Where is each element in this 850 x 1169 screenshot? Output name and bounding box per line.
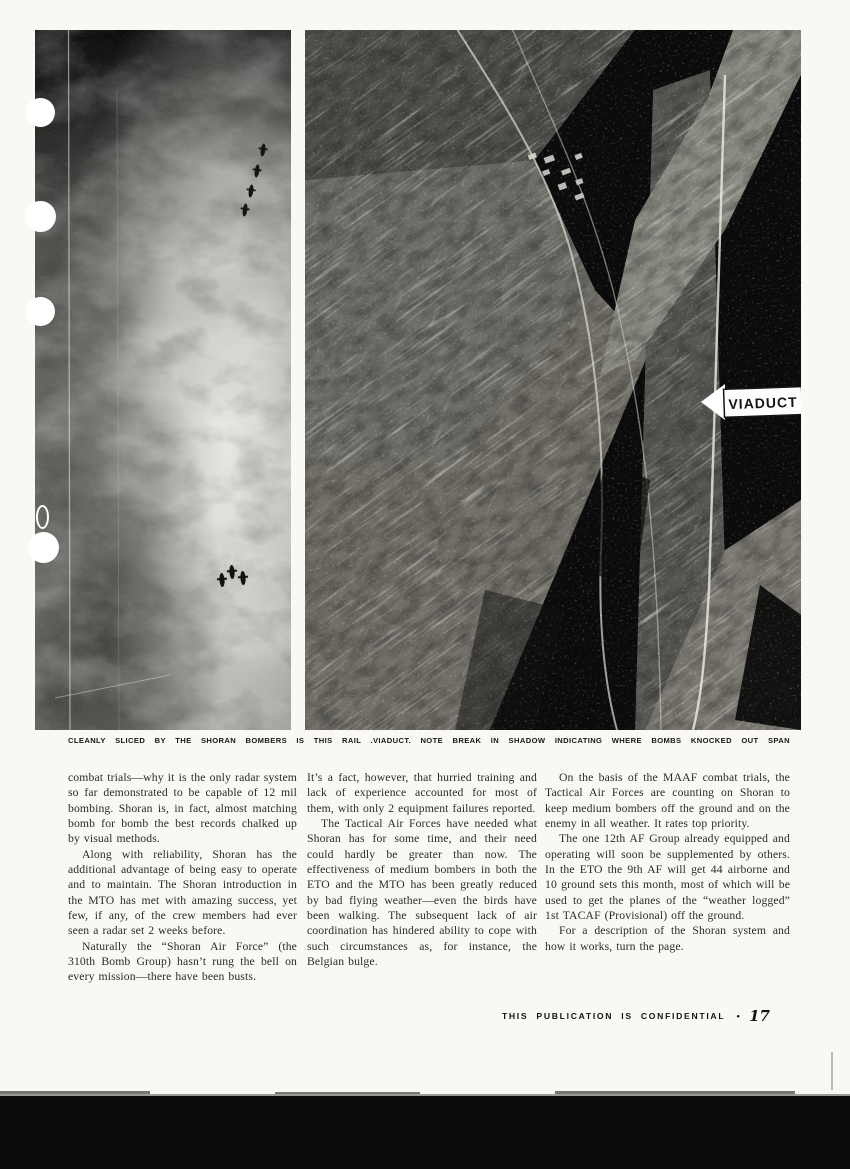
punch-hole [25, 201, 56, 232]
confidential-notice: THIS PUBLICATION IS CONFIDENTIAL [501, 1011, 726, 1021]
punch-hole [28, 532, 59, 563]
paragraph: It’s a fact, however, that hurried training and lack of experience accounted for most of them, with only 2 equipment failures reported. [307, 771, 537, 815]
photo-rail-viaduct-terrain [305, 30, 801, 730]
scan-edge-band [0, 1094, 850, 1169]
photo-bombers-over-clouds [35, 30, 291, 730]
scan-artifact [831, 1052, 833, 1090]
paragraph: On the basis of the MAAF combat trials, the Tactical Air Forces are counting on Shoran to keep medium bombers off the ground and on the enemy in all weather. It rates top priority. [545, 771, 790, 831]
paragraph: The Tactical Air Forces have needed what Shoran has for some time, and their need could hardly be greater than now. The effectiveness of medium bombers in both the ETO and the MTO has been greatly reduced by bad flying weather—even the birds have been walking. The subsequent lack of air coordination has hindered ability to cope with such circumstances as, for instance, the Belgian bulge. [307, 817, 537, 969]
punch-hole [26, 297, 55, 326]
punch-hole [26, 98, 55, 127]
page-number: 17 [749, 1007, 770, 1025]
paragraph: Naturally the “Shoran Air Force” (the 310th Bomb Group) hasn’t rung the bell on every mission—there have been busts. [68, 939, 297, 984]
paragraph: The one 12th AF Group already equipped and operating will soon be supplemented by others. In the ETO the 9th AF will get 44 airborne and 10 ground sets this month, most of which will be used to get the planes of the “weather logged” 1st TACAF (Provisional) off the ground. [545, 832, 790, 923]
page-footer [502, 1007, 770, 1026]
photo-caption: CLEANLY SLICED BY THE SHORAN BOMBERS IS THIS RAIL .VIADUCT. NOTE BREAK IN SHADOW INDICATING WHERE BOMBS KNOCKED OUT SPAN [68, 736, 790, 745]
text-column-2 [307, 770, 537, 985]
paragraph: Along with reliability, Shoran has the additional advantage of being easy to operate and to maintain. The Shoran introduction in the MTO has met with amazing success, yet few, if any, of the crew members had ever seen a radar set 2 weeks before. [68, 847, 297, 938]
text-column-1 [68, 770, 297, 985]
scan-dust [305, 30, 801, 730]
paragraph: combat trials—why it is the only radar system so far demonstrated to be capable of 12 mil bombing. Shoran is, in fact, almost matching bomb for bomb the best records chalked up by visual methods. [68, 771, 297, 846]
aerial-photo-left [35, 30, 291, 730]
aerial-photo-right [305, 30, 801, 730]
text-column-3 [545, 770, 790, 985]
paragraph: For a description of the Shoran system and how it works, turn the page. [545, 924, 790, 953]
scan-mark [36, 505, 49, 529]
article-columns [68, 770, 790, 985]
film-grain [35, 30, 291, 730]
bullet-separator: • [736, 1011, 741, 1023]
viaduct-label: VIADUCT [728, 393, 798, 413]
